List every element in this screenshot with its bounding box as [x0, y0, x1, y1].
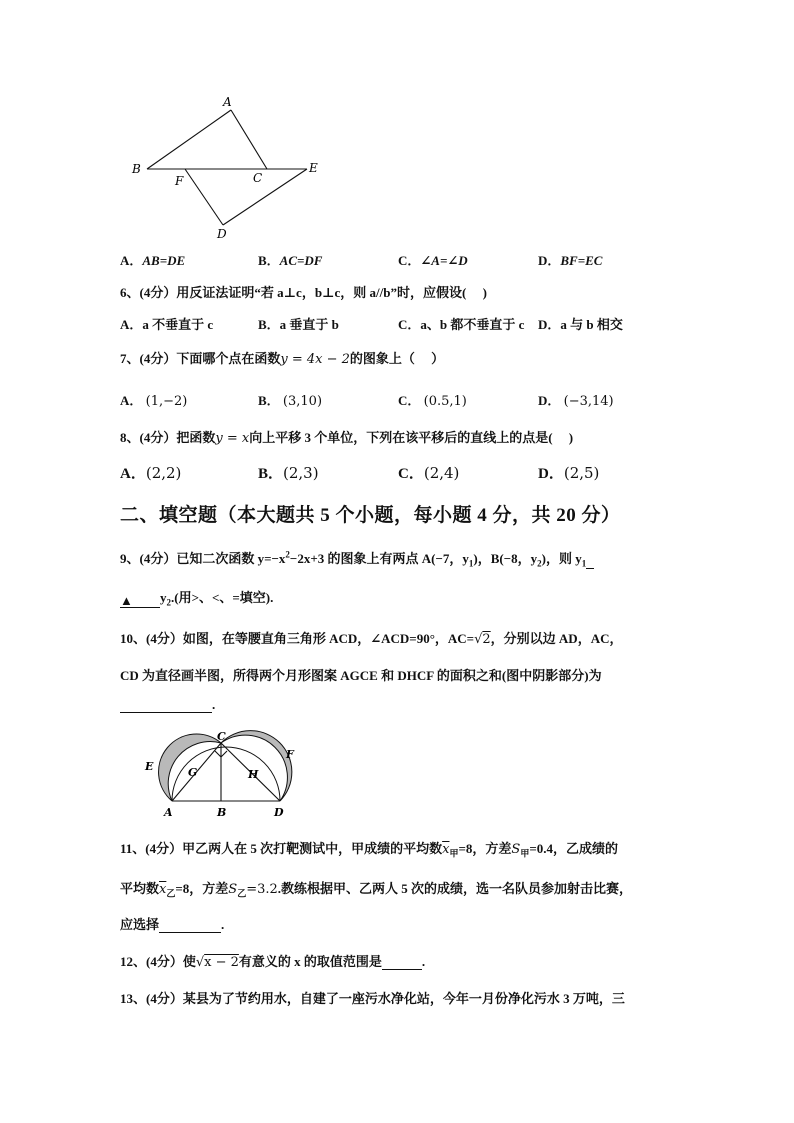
- q5-option-c[interactable]: C．∠A=∠D: [398, 253, 468, 268]
- q11-line-2: 平均数$\overline{x}_乙=8$，方差$S_乙=3.2$.教练根据甲、乙两人 5 次的成绩，选一名队员参加射击比赛，: [120, 881, 633, 899]
- label-B: B: [217, 806, 227, 819]
- q6-option-d[interactable]: D．a 与 b 相交: [538, 317, 623, 332]
- q8-option-b[interactable]: B．(2,3): [258, 464, 319, 482]
- label-C: C: [217, 730, 226, 743]
- q8-option-c[interactable]: C．(2,4): [398, 464, 460, 482]
- label-B: B: [132, 162, 141, 176]
- seg-DE: [223, 169, 307, 225]
- q6-option-b[interactable]: B．a 垂直于 b: [258, 317, 339, 332]
- label-H: H: [248, 768, 259, 781]
- q8-function: y = x: [215, 431, 250, 446]
- sqrt-symbol: √x − 2: [195, 955, 239, 970]
- label-D: D: [217, 227, 227, 241]
- q6-option-c[interactable]: C．a、b 都不垂直于 c: [398, 317, 525, 332]
- q11-answer-blank[interactable]: [159, 918, 221, 933]
- q13-line-1: 13、(4分）某县为了节约用水，自建了一座污水净化站，今年一月份净化污水 3 万吨，三: [120, 991, 625, 1006]
- q6-option-a[interactable]: A．a 不垂直于 c: [120, 317, 214, 332]
- seg-FD: [185, 169, 223, 225]
- q7-function: y = 4x − 2: [280, 352, 350, 367]
- q5-option-a[interactable]: A．AB=DE: [120, 253, 186, 268]
- q12-answer-blank[interactable]: [382, 955, 422, 970]
- label-A: A: [223, 95, 232, 109]
- q8-stem: 8、(4分）把函数y = x向上平移 3 个单位，下列在该平移后的直线上的点是( ): [120, 430, 574, 446]
- q10-line-1: 10、(4分）如图，在等腰直角三角形 ACD，∠ACD=90°，AC=√2，分别以边 AD，AC，: [120, 631, 623, 647]
- label-E: E: [145, 760, 154, 773]
- q11-line-3: 应选择 .: [120, 917, 225, 932]
- q12-line: 12、(4分）使√x − 2有意义的 x 的取值范围是 .: [120, 954, 426, 970]
- label-F: F: [286, 748, 294, 761]
- label-G: G: [188, 766, 198, 779]
- q7-option-b[interactable]: B． (3,10): [258, 393, 323, 409]
- q10-line-2: CD 为直径画半图，所得两个月形图案 AGCE 和 DHCF 的面积之和(图中阴影部分)为: [120, 668, 602, 683]
- q9-line-1: 9、(4分）已知二次函数 $y=-x^2-2x+3$ 的图象上有两点 A(−7，$y_1$)，B(−8，$y_2$)，则 $y_1$: [120, 548, 594, 569]
- q5-option-b[interactable]: B．AC=DF: [258, 253, 323, 268]
- shaded-lune-dhcf: [221, 731, 292, 801]
- q11-line-1: 11、(4分）甲乙两人在 5 次打靶测试中，甲成绩的平均数$\overline{x}_甲=8$，方差$S_甲=0.4$，乙成绩的: [120, 841, 618, 859]
- label-D: D: [274, 806, 284, 819]
- q10-answer-blank[interactable]: [120, 698, 212, 713]
- label-A: A: [164, 806, 173, 819]
- sqrt-symbol: √2: [474, 632, 491, 647]
- seg-AC: [231, 110, 267, 169]
- q9-line-2: ▲ $y_2$.(用>、<、=填空).: [120, 590, 274, 608]
- q7-stem: 7、(4分）下面哪个点在函数y = 4x − 2的图象上（ ）: [120, 351, 445, 367]
- figure-q10: [140, 728, 300, 828]
- q8-option-d[interactable]: D．(2,5): [538, 464, 600, 482]
- label-C: C: [253, 171, 263, 185]
- q6-stem: 6、(4分）用反证法证明“若 a⊥c，b⊥c，则 a//b”时，应假设( ): [120, 285, 487, 300]
- q7-option-a[interactable]: A． (1,−2): [120, 393, 188, 409]
- seg-BA: [147, 110, 231, 169]
- q8-option-a[interactable]: A．(2,2): [120, 464, 182, 482]
- q7-option-c[interactable]: C． (0.5,1): [398, 393, 467, 409]
- q9-answer-blank[interactable]: ▲: [120, 593, 160, 608]
- label-E: E: [309, 161, 318, 175]
- q10-line-3: .: [120, 697, 215, 713]
- q5-option-d[interactable]: D．BF=EC: [538, 253, 603, 268]
- label-F: F: [175, 174, 184, 188]
- q7-option-d[interactable]: D． (−3,14): [538, 393, 614, 409]
- section-title-fill-in: 二、填空题（本大题共 5 个小题，每小题 4 分，共 20 分）: [120, 505, 621, 526]
- figure-q5: [125, 92, 325, 242]
